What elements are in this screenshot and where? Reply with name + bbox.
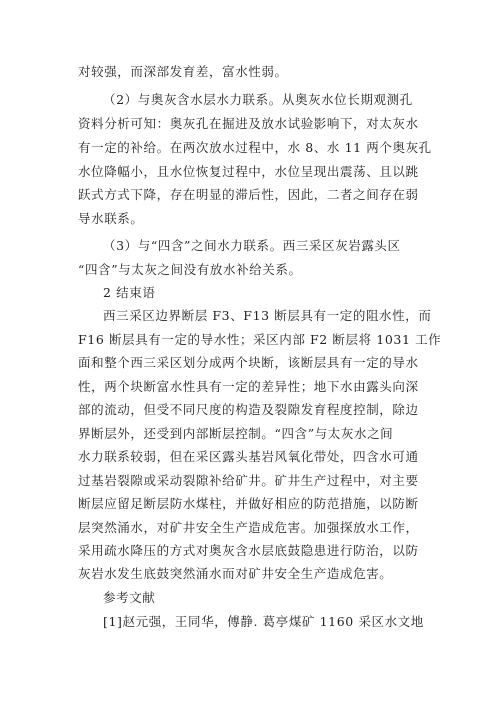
text-line: F16 断层具有一定的导水性；采区内部 F2 断层将 1031 工作	[78, 332, 442, 347]
text-line: 界断层外，还受到内部断层控制。“四含”与太灰水之间	[78, 426, 394, 441]
text-line: 西三采区边界断层 F3、F13 断层具有一定的阻水性，而	[103, 308, 432, 323]
text-line: 断层应留足断层防水煤柱，并做好相应的防范措施，以防断	[78, 496, 419, 511]
section-heading: 2 结束语	[103, 285, 156, 300]
text-line: 对较强，而深部发育差，富水性弱。	[78, 64, 288, 79]
text-line: （3）与“四含”之间水力联系。西三采区灰岩露头区	[103, 238, 401, 253]
text-line: 性，两个块断富水性具有一定的差异性；地下水由露头向深	[78, 379, 419, 394]
text-line: 资料分析可知：奥灰孔在掘进及放水试验影响下，对太灰水	[78, 116, 419, 131]
text-line: 面和整个西三采区划分成两个块断，该断层具有一定的导水	[78, 355, 419, 370]
text-line: 导水联系。	[78, 211, 144, 226]
text-line: 层突然涌水，对矿井安全生产造成危害。加强探放水工作，	[78, 520, 419, 535]
reference-item: [1]赵元强，王同华，傅静. 葛亭煤矿 1160 采区水文地	[103, 614, 424, 629]
text-line: 部的流动，但受不同尺度的构造及裂隙发育程度控制，除边	[78, 402, 419, 417]
text-line: 采用疏水降压的方式对奥灰含水层底鼓隐患进行防治，以防	[78, 543, 419, 558]
references-heading: 参考文献	[103, 590, 156, 605]
text-line: 水力联系较弱，但在采区露头基岩风氧化带处，四含水可通	[78, 449, 419, 464]
text-line: 有一定的补给。在两次放水过程中，水 8、水 11 两个奥灰孔	[78, 140, 432, 155]
text-line: 过基岩裂隙或采动裂隙补给矿井。矿井生产过程中，对主要	[78, 473, 419, 488]
text-line: 灰岩水发生底鼓突然涌水而对矿井安全生产造成危害。	[78, 566, 393, 581]
text-line: 水位降幅小，且水位恢复过程中，水位呈现出震荡、且以跳	[78, 164, 419, 179]
text-line: “四含”与太灰之间没有放水补给关系。	[78, 262, 302, 277]
text-line: （2）与奥灰含水层水力联系。从奥灰水位长期观测孔	[103, 92, 413, 107]
text-line: 跃式方式下降，存在明显的滞后性，因此，二者之间存在弱	[78, 187, 419, 202]
